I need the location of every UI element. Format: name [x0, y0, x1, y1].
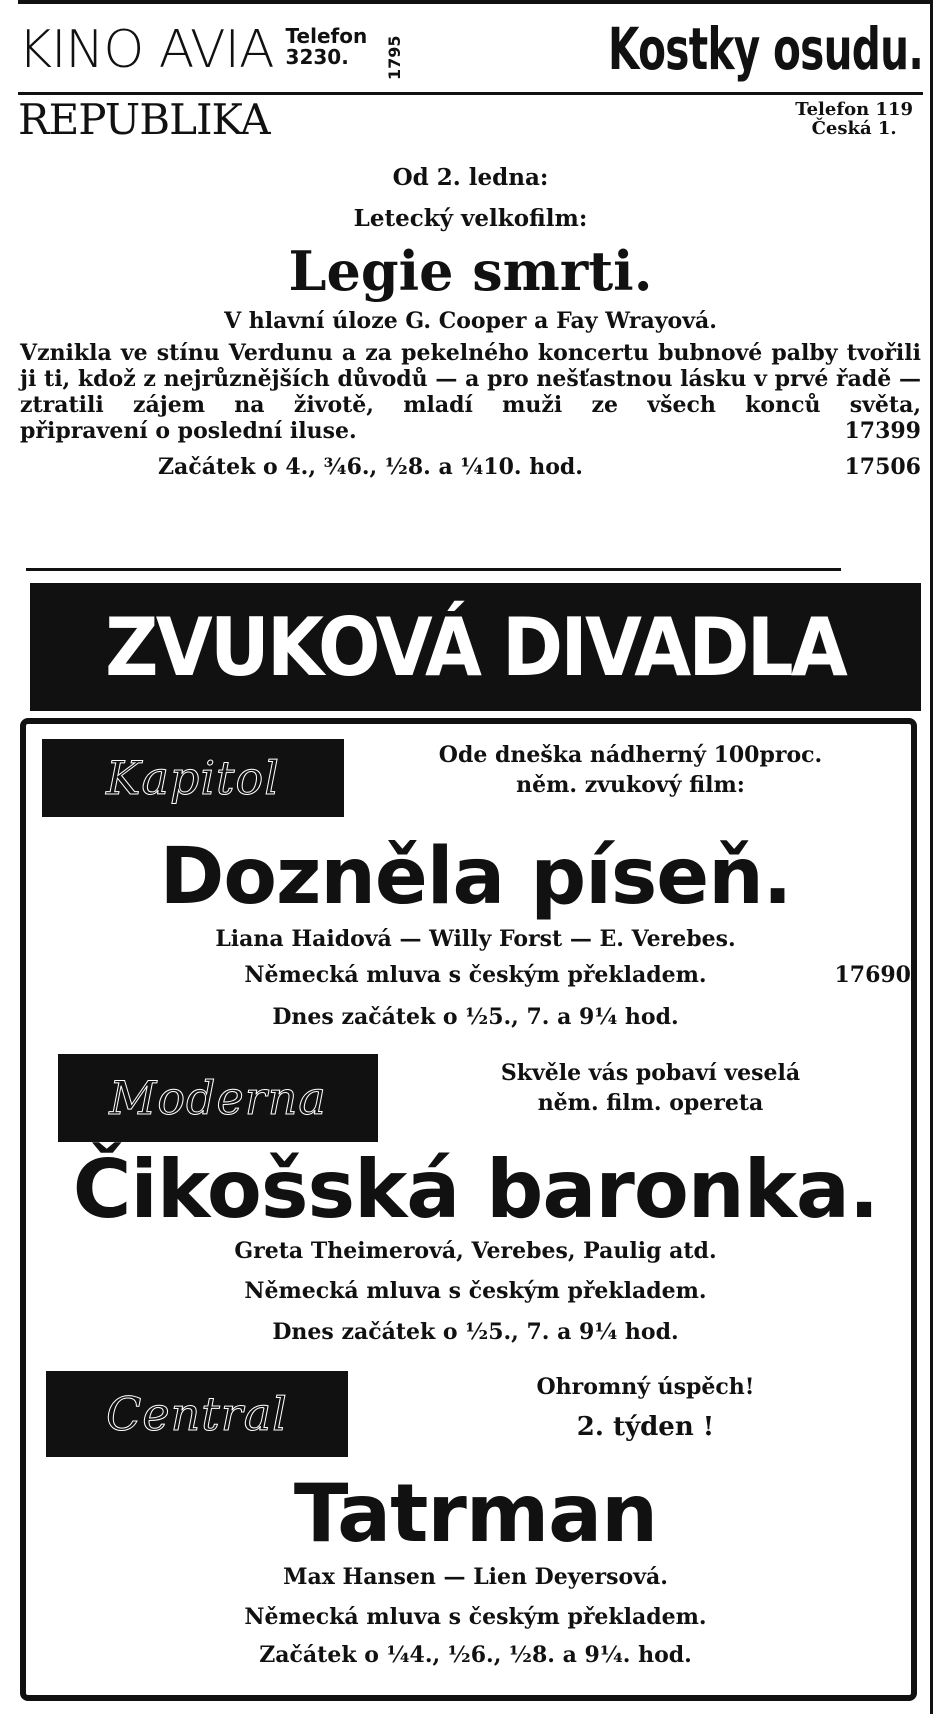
kino-avia-name: KINO AVIA [18, 20, 274, 80]
section-rule [26, 568, 841, 571]
kapitol-logo [42, 739, 344, 817]
republika-cast: V hlavní úloze G. Cooper a Fay Wrayová. [224, 308, 717, 334]
republika-subtitle: Letecký velkofilm: [353, 205, 588, 232]
republika-times: Začátek o 4., ¾6., ½8. a ¼10. hod. [158, 454, 583, 480]
republika-times-code: 17506 [844, 454, 921, 480]
kapitol-note-line2: něm. zvukový film: [516, 772, 745, 798]
moderna-note-line2: něm. film. opereta [537, 1090, 764, 1116]
republika-description-code: 17399 [844, 418, 921, 444]
central-film-title: Tatrman [293, 1467, 658, 1560]
kino-avia-header [18, 15, 923, 92]
central-note [380, 1372, 911, 1442]
republika-contact [795, 101, 913, 139]
central-note-line2: 2. týden ! [576, 1412, 715, 1442]
republika-date: Od 2. ledna: [392, 164, 549, 191]
republika-ad [18, 160, 923, 480]
republika-address: Česká 1. [811, 117, 897, 139]
zvukova-divadla-text: ZVUKOVÁ DIVADLA [105, 600, 846, 694]
kino-avia-film-title: Kostky osudu. [607, 15, 923, 83]
kapitol-logo-text: Kapitol [106, 751, 280, 805]
kapitol-times: Dnes začátek o ½5., 7. a 9¼ hod. [272, 1004, 679, 1030]
kapitol-code: 17690 [834, 962, 911, 988]
republika-description-last: připravení o poslední iluse. [20, 418, 357, 444]
central-language: Německá mluva s českým překladem. [244, 1604, 707, 1630]
moderna-note [390, 1058, 911, 1118]
top-rule [18, 0, 933, 4]
central-times: Začátek o ¼4., ½6., ½8. a 9¼. hod. [259, 1642, 692, 1668]
republika-description-end [18, 418, 923, 444]
zvukova-divadla-banner [30, 583, 921, 711]
central-cast: Max Hansen — Lien Deyersová. [283, 1564, 668, 1590]
kapitol-cast: Liana Haidová — Willy Forst — E. Verebes. [215, 926, 736, 952]
central-logo [46, 1371, 348, 1457]
moderna-logo-text: Moderna [109, 1071, 327, 1125]
kino-avia-ad-code: 1795 [385, 35, 405, 80]
central-note-line1: Ohromný úspěch! [536, 1374, 755, 1400]
moderna-language: Německá mluva s českým překladem. [244, 1278, 707, 1304]
republika-times-row [18, 454, 923, 480]
republika-description: Vznikla ve stínu Verdunu a za pekelného koncertu bubnové palby tvořili ji ti, kdož z nejrůznějších důvodů — a pro nešťastnou lásku v prvé řadě — ztratili zájem na životě, mladí muži ze všech konců světa, [20, 340, 921, 418]
kapitol-note-line1: Ode dneška nádherný 100proc. [438, 742, 823, 768]
right-column-rule [930, 0, 933, 1714]
kino-avia-phone [286, 26, 368, 68]
kapitol-note [350, 740, 911, 800]
moderna-cast: Greta Theimerová, Verebes, Paulig atd. [234, 1238, 717, 1264]
central-logo-text: Central [106, 1387, 288, 1441]
republika-film-title: Legie smrti. [288, 239, 653, 303]
moderna-note-line1: Skvěle vás pobaví veselá [500, 1060, 801, 1086]
kino-avia-phone-label: Telefon [285, 24, 368, 48]
moderna-times: Dnes začátek o ½5., 7. a 9¼ hod. [272, 1319, 679, 1345]
republika-phone: Telefon 119 [795, 99, 913, 120]
moderna-film-title: Čikošská baronka. [72, 1143, 879, 1236]
kapitol-language: Německá mluva s českým překladem. [244, 962, 707, 988]
kino-avia-phone-number: 3230. [285, 45, 349, 69]
republika-header [18, 95, 923, 165]
kapitol-film-title: Dozněla píseň. [159, 832, 792, 922]
moderna-logo [58, 1054, 378, 1142]
republika-name: REPUBLIKA [18, 95, 270, 144]
